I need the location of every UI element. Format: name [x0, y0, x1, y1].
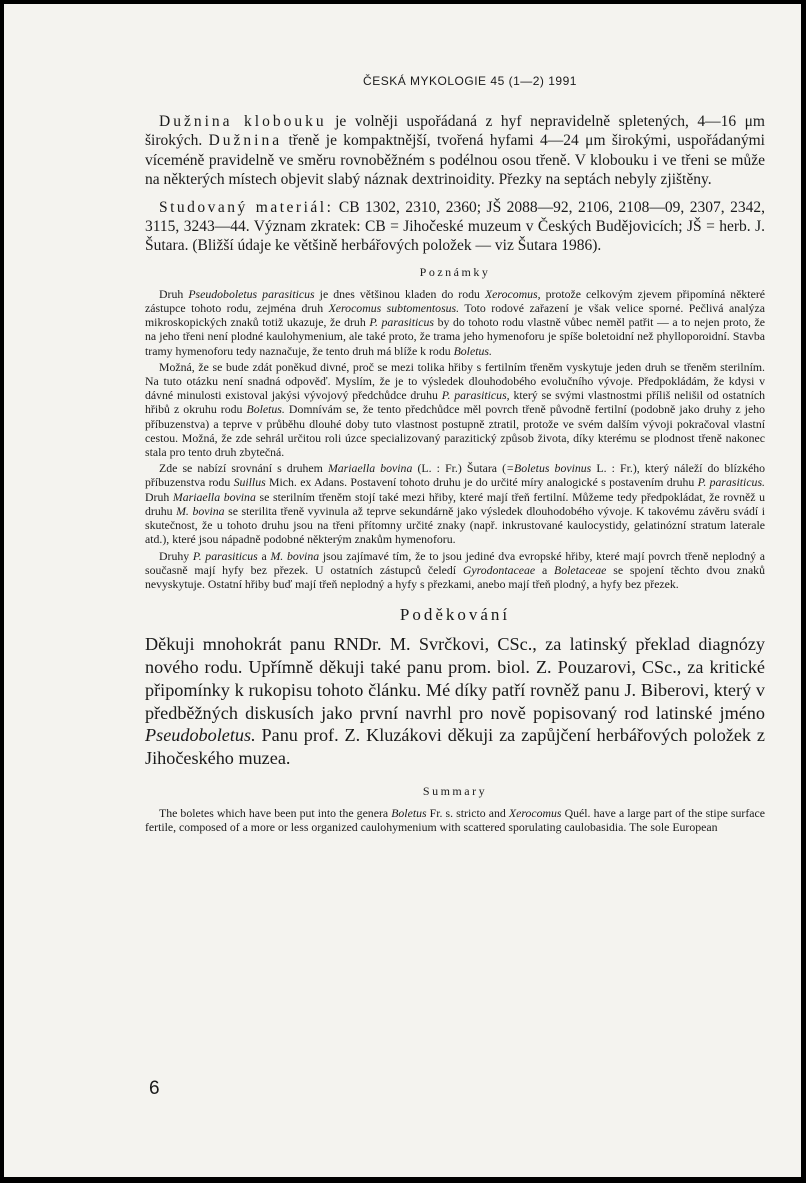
running-header: ČESKÁ MYKOLOGIE 45 (1—2) 1991: [363, 74, 577, 88]
note-paragraph-4: Druhy P. parasiticus a M. bovina jsou zajímavé tím, že to jsou jediné dva evropské hřiby, které mají povrch třeně neplodný a současně mají hyfy bez přezek. U ostatních zástupců čeledí Gyrodontaceae a Boletaceae se spojení těchto dvou znaků nevyskytuje. Ostatní hřiby buď mají třeň neplodný a hyfy s přezkami, anebo mají třeň plodný, a hyfy bez přezek.: [145, 548, 765, 591]
lead-studovany-material: Studovaný materiál:: [159, 198, 334, 216]
summary-paragraph: The boletes which have been put into the genera Boletus Fr. s. stricto and Xerocomus Quél. have a large part of the stipe surface fertile, composed of a more or less organized caulohymenium with scattered sporulating caulobasidia. The sole European: [145, 805, 765, 835]
paragraph-duznina: [145, 112, 765, 190]
lead-duznina: Dužnina: [208, 132, 283, 150]
page: [4, 4, 801, 1177]
note-paragraph-3: Zde se nabízí srovnání s druhem Mariaella bovina (L. : Fr.) Šutara (=Boletus bovinus L. : Fr.), který náleží do blízkého příbuzenstva rodu Suillus Mich. ex Adans. Postavení tohoto druhu je do určité míry analogické s postavením druhu P. parasiticus. Druh Mariaella bovina se sterilním třeněm stojí také mezi hřiby, které mají třeň fertilní. Můžeme tedy předpokládat, že rovněž u druhu M. bovina se sterilita třeně vyvinula až teprve sekundárně jako výsledek dlouhodobého vývoje. K takovému závěru svádí i skutečnost, že u tohoto druhu jsou na třeni přítomny určité znaky (např. inkrustované kaulocystidy, gelatinózní stratum laterale atd.), které jsou nápadně podobné některým znakům hymenoforu.: [145, 461, 765, 547]
lead-duznina-klobouku: Dužnina klobouku: [159, 113, 327, 130]
paragraph-material: [145, 198, 765, 256]
section-title-summary: Summary: [422, 783, 488, 798]
page-content: [145, 74, 765, 834]
text: CB 1302, 2310, 2360; JŠ 2088—92, 2106, 2108—09, 2307, 2342, 3115, 3243—44. Význam zkratek: CB = Jihočeské muzeum v Českých Budějovicích; JŠ = herb. J. Šutara. (Bližší údaje ke většině herbářových položek — viz Šutara 1986).: [145, 198, 765, 255]
section-title-poznamky: Poznámky: [419, 264, 491, 279]
note-paragraph-1: Druh Pseudoboletus parasiticus je dnes většinou kladen do rodu Xerocomus, protože celkovým zjevem připomíná některé zástupce tohoto rodu, zejména druh Xerocomus subtomentosus. Toto rodové zařazení je však velice sporné. Pečlivá analýza mikroskopických znaků totiž ukazuje, že druh P. parasiticus by do tohoto rodu vlastně vůbec neměl patřit — a to nejen proto, že na jeho třeni není plodné kaulohymenium, ale také proto, že trama jeho hymenoforu je spíše boletoidní než phylloporoidní. Stavba tramy hymenoforu tedy naznačuje, že tento druh má blíže k rodu Boletus.: [145, 286, 766, 358]
acknowledgement-paragraph: Děkuji mnohokrát panu RNDr. M. Svrčkovi, CSc., za latinský překlad diagnózy nového rodu. Upřímně děkuji také panu prom. biol. Z. Pouzarovi, CSc., za kritické připomínky k rukopisu tohoto článku. Mé díky patří rovněž panu J. Biberovi, který v předběžných diskusích jako první navrhl pro nově popisovaný rod latinské jméno Pseudoboletus. Panu prof. Z. Kluzákovi děkuji za zapůjčení herbářových položek z Jihočeského muzea.: [145, 634, 765, 769]
page-number: 6: [149, 1078, 160, 1099]
text: je volněji uspořádaná z hyf nepravidelně spletených, 4—16 μm širokých.: [145, 113, 765, 150]
note-paragraph-2: Možná, že se bude zdát poněkud divné, proč se mezi tolika hřiby s fertilním třeněm vyskytuje jeden druh se třeněm sterilním. Na tuto otázku není snadná odpověď. Myslím, že je to výsledek dlouhodobého evolučního vývoje. Předpokládám, že kdysi v dávné minulosti existoval jakýsi vývojový předchůdce druhu P. parasiticus, který se svými vlastnostmi příliš nelišil od ostatních hřibů z okruhu rodu Boletus. Domnívám se, že tento předchůdce měl povrch třeně původně fertilní (podobně jako druhy z jeho příbuzenstva) a teprve v průběhu dlouhé doby tuto vlastnost postupně ztratil, protože ve svém dalším vývoji pokračoval vlastní cestou. Možná, že zde sehrál určitou roli úzce specializovaný parazitický způsob života, díky kterému se plodnost třeně nakonec stala pro tento druh zbytečná.: [145, 359, 766, 460]
section-title-podekovani: Poděkování: [399, 605, 511, 625]
text: třeně je kompaktnější, tvořená hyfami 4—24 μm širokými, uspořádanými víceméně pravidelně ve směru rovnoběžném s podélnou osou třeně. V klobouku i ve třeni se může na některých místech objevit slabý náznak dextrinoidity. Přezky na septách nebyly zjištěny.: [145, 132, 765, 189]
